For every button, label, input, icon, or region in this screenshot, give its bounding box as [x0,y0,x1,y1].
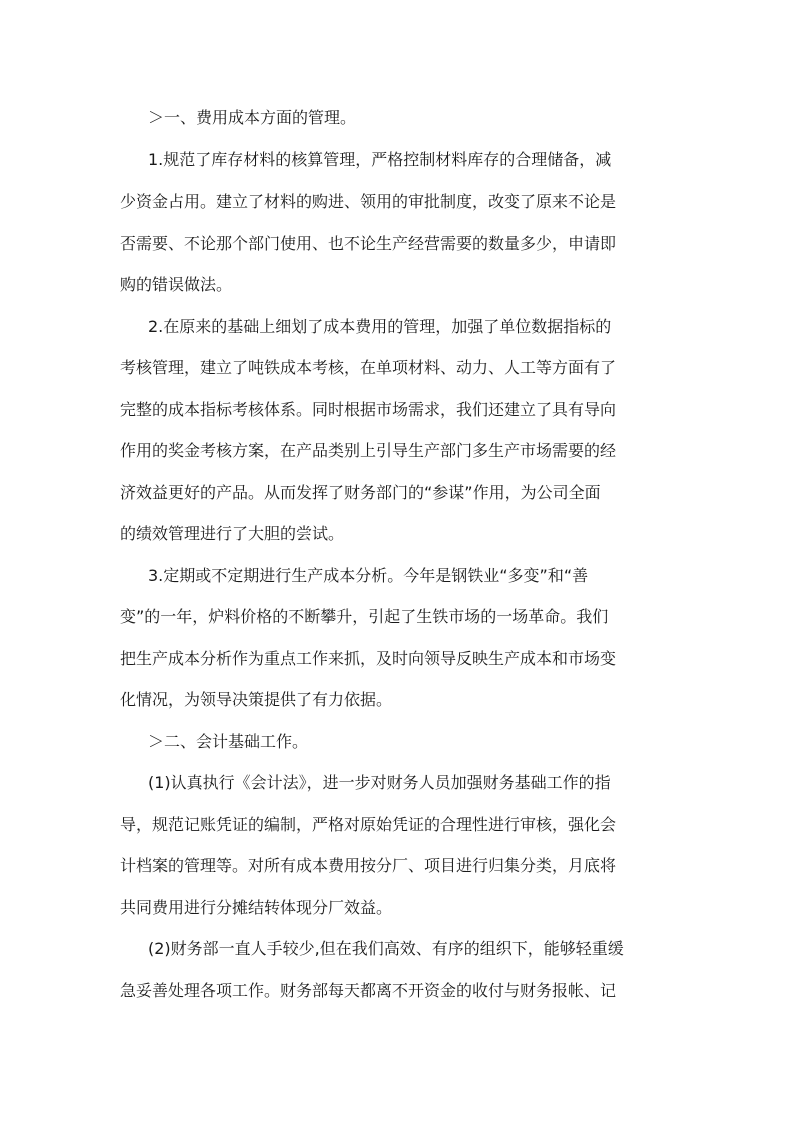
paragraph-line: 少资金占用。建立了材料的购进、领用的审批制度，改变了原来不论是 [120,192,617,211]
paragraph-line: 1.规范了库存材料的核算管理，严格控制材料库存的合理储备，减 [148,150,612,169]
paragraph-line: (1)认真执行《会计法》，进一步对财务人员加强财务基础工作的指 [148,773,611,792]
paragraph-line: 考核管理，建立了吨铁成本考核，在单项材料、动力、人工等方面有了 [120,358,617,377]
paragraph-line: 作用的奖金考核方案，在产品类别上引导生产部门多生产市场需要的经 [120,441,617,460]
section-heading-1: ＞一、费用成本方面的管理。 [148,108,357,127]
paragraph-line: 导，规范记账凭证的编制，严格对原始凭证的合理性进行审核，强化会 [120,815,617,834]
paragraph-line: 购的错误做法。 [120,275,233,294]
paragraph-line: 急妥善处理各项工作。财务部每天都离不开资金的收付与财务报帐、记 [120,981,617,1000]
paragraph-line: 否需要、不论那个部门使用、也不论生产经营需要的数量多少，申请即 [120,234,617,253]
paragraph-line: 完整的成本指标考核体系。同时根据市场需求，我们还建立了具有导向 [120,400,617,419]
paragraph-line: 的绩效管理进行了大胆的尝试。 [120,524,345,543]
paragraph-line: (2)财务部一直人手较少,但在我们高效、有序的组织下，能够轻重缓 [148,939,624,958]
paragraph-line: 化情况，为领导决策提供了有力依据。 [120,690,393,709]
paragraph-line: 计档案的管理等。对所有成本费用按分厂、项目进行归集分类，月底将 [120,856,617,875]
section-heading-2: ＞二、会计基础工作。 [148,732,309,751]
paragraph-line: 2.在原来的基础上细划了成本费用的管理，加强了单位数据指标的 [148,317,612,336]
paragraph-line: 变”的一年，炉料价格的不断攀升，引起了生铁市场的一场革命。我们 [120,607,609,626]
paragraph-line: 济效益更好的产品。从而发挥了财务部门的“参谋”作用，为公司全面 [120,483,601,502]
paragraph-line: 3.定期或不定期进行生产成本分析。今年是钢铁业“多变”和“善 [148,566,589,585]
paragraph-line: 共同费用进行分摊结转体现分厂效益。 [120,898,393,917]
paragraph-line: 把生产成本分析作为重点工作来抓，及时向领导反映生产成本和市场变 [120,649,617,668]
